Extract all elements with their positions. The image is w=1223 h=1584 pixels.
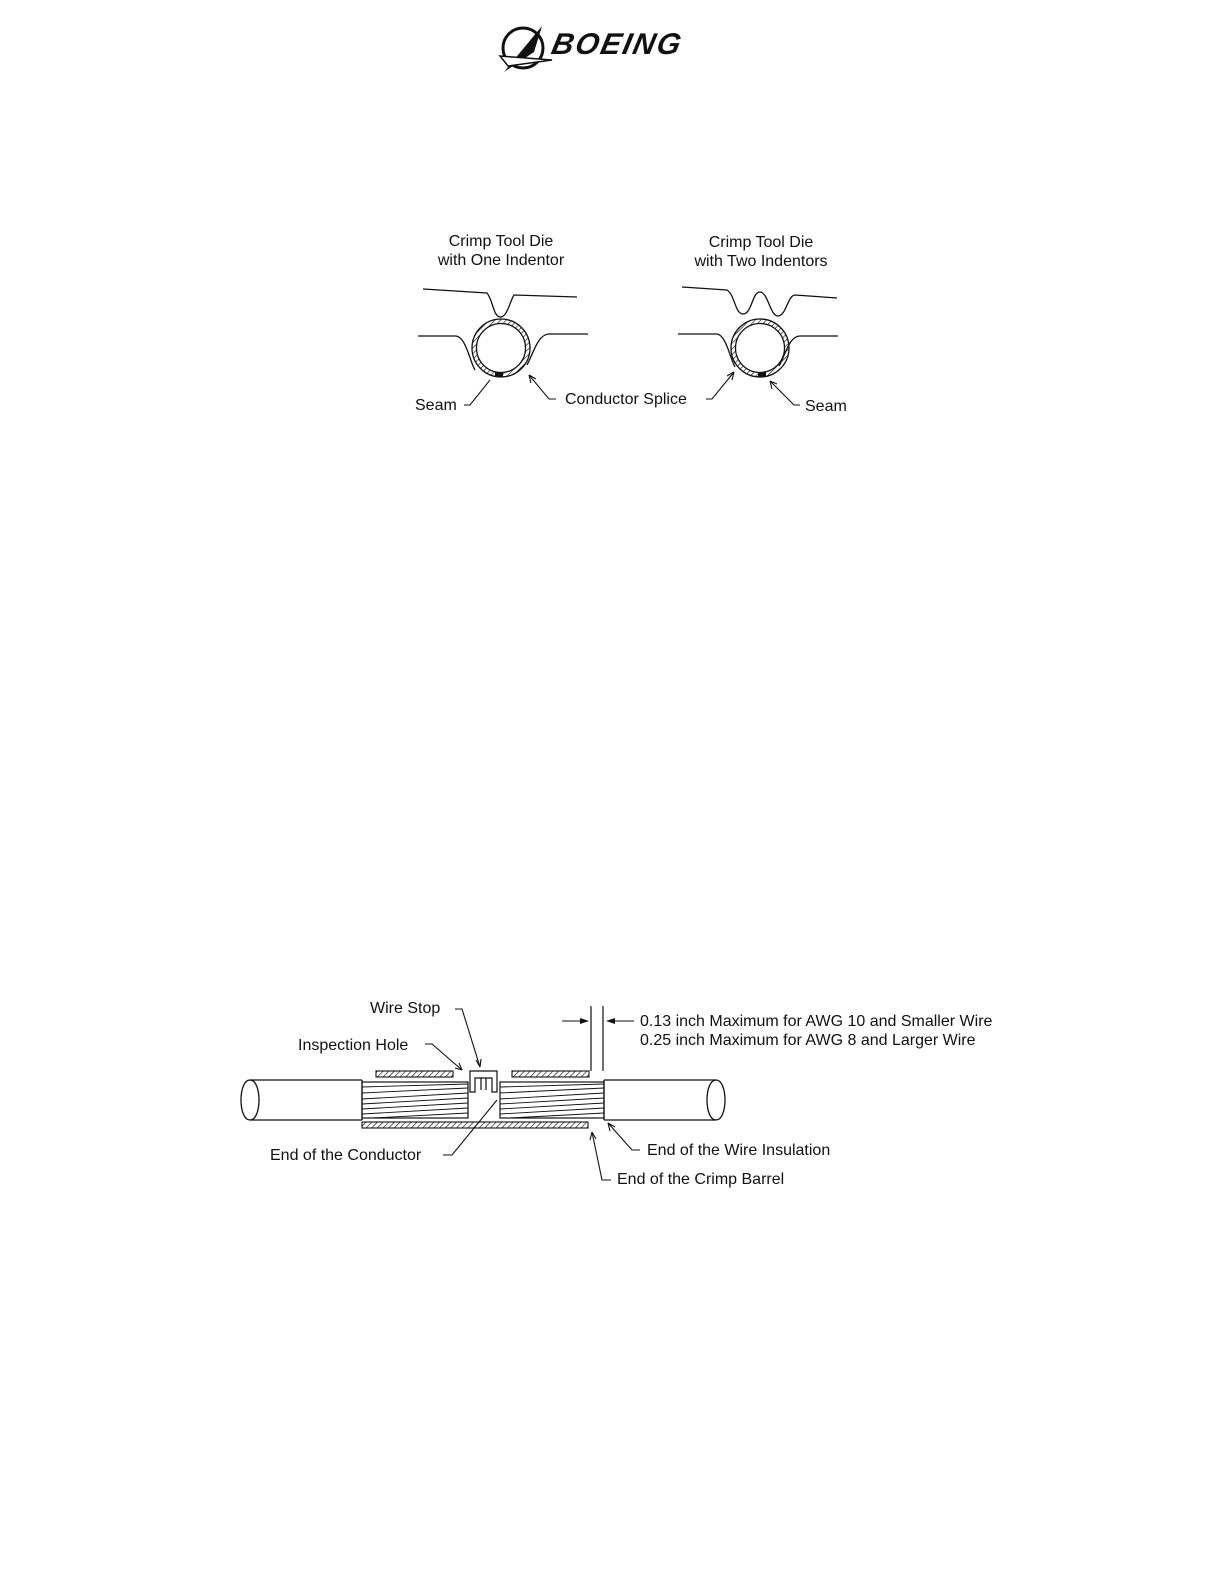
wire-stop-label: Wire Stop (370, 1000, 441, 1017)
barrel-top-right (512, 1071, 589, 1077)
seam-label-left: Seam (415, 397, 457, 414)
die-two-title-line2: with Two Indentors (694, 253, 828, 270)
wire-stop (470, 1071, 497, 1092)
leader-crimp-barrel (592, 1132, 611, 1180)
barrel-top-left (376, 1071, 453, 1077)
seam-mark-right (758, 372, 766, 377)
max-awg8-label: 0.25 inch Maximum for AWG 8 and Larger Wire (640, 1032, 976, 1049)
one-indentor-die (418, 289, 588, 377)
left-conductor-strands (362, 1082, 468, 1118)
conductor-splice-label: Conductor Splice (565, 391, 687, 408)
die-two-title (672, 233, 850, 271)
end-of-wire-insulation-label: End of the Wire Insulation (647, 1142, 831, 1159)
leader-wire-stop (455, 1009, 480, 1067)
die-one-title-line2: with One Indentor (437, 252, 565, 269)
leader-inspection-hole (425, 1044, 462, 1070)
end-of-crimp-barrel-label: End of the Crimp Barrel (617, 1171, 785, 1188)
die-two-title-line1: Crimp Tool Die (708, 234, 814, 251)
leader-wire-insulation (608, 1123, 640, 1150)
right-conductor-strands (500, 1082, 604, 1118)
seam-label-right: Seam (805, 398, 847, 415)
die-one-title-line1: Crimp Tool Die (448, 233, 554, 250)
seam-mark-left (495, 372, 503, 377)
die-one-title (412, 232, 590, 270)
two-indentor-die (678, 287, 838, 377)
max-awg10-label: 0.13 inch Maximum for AWG 10 and Smaller Wire (640, 1013, 993, 1030)
boeing-logo-wordmark: BOEING (548, 28, 686, 61)
inspection-hole-label: Inspection Hole (298, 1037, 409, 1054)
end-of-conductor-label: End of the Conductor (270, 1147, 422, 1164)
